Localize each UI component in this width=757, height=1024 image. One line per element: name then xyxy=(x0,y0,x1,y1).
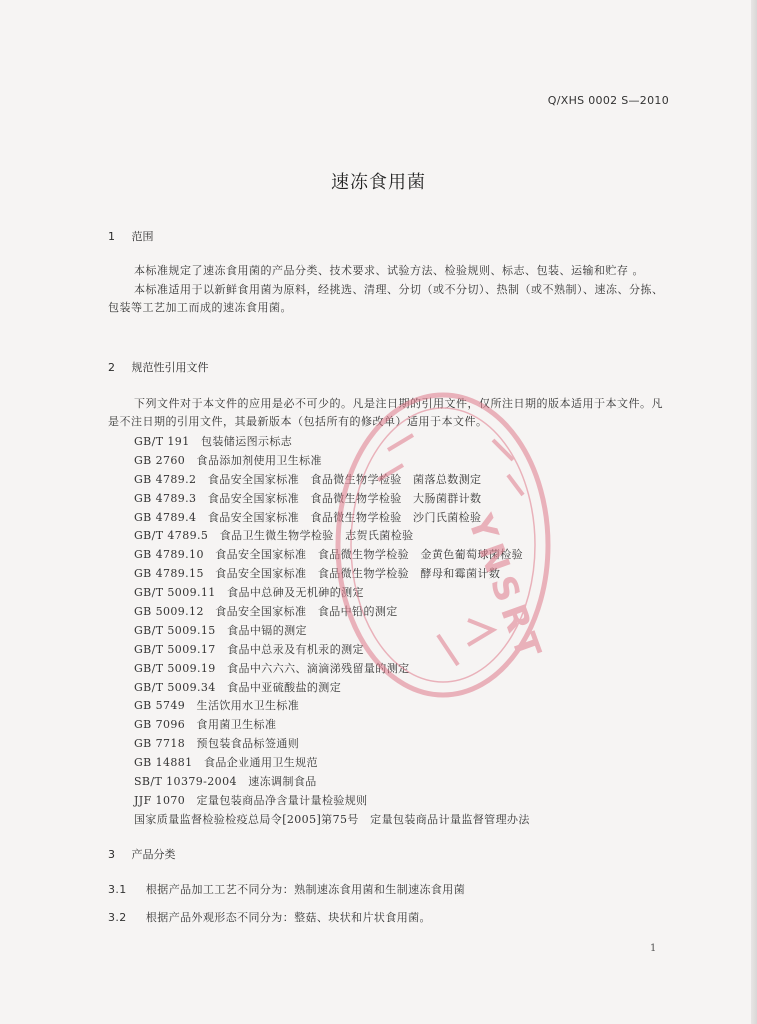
clause-3-2 xyxy=(108,909,431,925)
section-3-heading xyxy=(108,846,176,862)
reference-item: GB/T 5009.17 食品中总汞及有机汞的测定 xyxy=(134,642,364,656)
reference-item: GB 4789.4 食品安全国家标准 食品微生物学检验 沙门氏菌检验 xyxy=(134,510,482,524)
clause-text: 根据产品外观形态不同分为：整菇、块状和片状食用菌。 xyxy=(145,911,431,924)
reference-item: GB/T 191 包装储运图示标志 xyxy=(134,435,293,448)
section-2-heading xyxy=(108,359,209,375)
section-title: 规范性引用文件 xyxy=(131,361,209,374)
reference-item: JJF 1070 定量包装商品净含量计量检验规则 xyxy=(134,793,368,807)
document-title: 速冻食用菌 xyxy=(331,172,426,193)
section-title: 范围 xyxy=(131,230,154,243)
references-intro: 下列文件对于本文件的应用是必不可少的。凡是注日期的引用文件，仅所注日期的版本适用于本文件。凡是不注日期的引用文件，其最新版本（包括所有的修改单）适用于本文件。 xyxy=(108,397,663,428)
reference-item: GB 4789.2 食品安全国家标准 食品微生物学检验 菌落总数测定 xyxy=(134,472,482,486)
page-number: 1 xyxy=(650,943,657,954)
reference-list xyxy=(134,433,530,830)
reference-item: GB/T 5009.19 食品中六六六、滴滴涕残留量的测定 xyxy=(134,661,410,675)
reference-item: GB/T 5009.11 食品中总砷及无机砷的测定 xyxy=(134,586,364,600)
section-1-heading xyxy=(108,228,154,244)
reference-item: GB 5009.12 食品安全国家标准 食品中铅的测定 xyxy=(134,605,398,619)
reference-item: GB 4789.10 食品安全国家标准 食品微生物学检验 金黄色葡萄球菌检验 xyxy=(134,548,524,562)
reference-item: GB 4789.3 食品安全国家标准 食品微生物学检验 大肠菌群计数 xyxy=(134,491,482,505)
clause-number: 3.2 xyxy=(108,911,127,924)
section-title: 产品分类 xyxy=(131,848,176,861)
reference-item: SB/T 10379-2004 速冻调制食品 xyxy=(134,775,317,789)
reference-item: GB 4789.15 食品安全国家标准 食品微生物学检验 酵母和霉菌计数 xyxy=(134,567,501,581)
reference-item: GB/T 4789.5 食品卫生微生物学检验 志贺氏菌检验 xyxy=(134,529,414,543)
section-number: 1 xyxy=(108,230,115,243)
scope-paragraph-1: 本标准规定了速冻食用菌的产品分类、技术要求、试验方法、检验规则、标志、包装、运输和贮存 。 xyxy=(134,264,644,277)
reference-item: GB 2760 食品添加剂使用卫生标准 xyxy=(134,453,322,467)
section-number: 3 xyxy=(108,848,115,861)
scope-paragraph-2: 本标准适用于以新鲜食用菌为原料，经挑选、清理、分切（或不分切）、热制（或不熟制）、速冻、分拣、包装等工艺加工而成的速冻食用菌。 xyxy=(108,283,664,314)
clause-text: 根据产品加工工艺不同分为：熟制速冻食用菌和生制速冻食用菌 xyxy=(145,883,466,896)
reference-item: 国家质量监督检验检疫总局令[2005]第75号 定量包装商品计量监督管理办法 xyxy=(134,812,530,826)
standard-code: Q/XHS 0002 S—2010 xyxy=(547,94,669,107)
reference-item: GB/T 5009.34 食品中亚硫酸盐的测定 xyxy=(134,680,342,694)
svg-text:YNSRT: YNSRT xyxy=(459,509,551,670)
reference-item: GB 5749 生活饮用水卫生标准 xyxy=(134,699,300,713)
scan-edge-shadow xyxy=(751,0,757,1024)
reference-item: GB 7096 食用菌卫生标准 xyxy=(134,718,277,732)
reference-item: GB/T 5009.15 食品中镉的测定 xyxy=(134,623,307,637)
clause-3-1 xyxy=(108,881,465,897)
clause-number: 3.1 xyxy=(108,883,127,896)
section-number: 2 xyxy=(108,361,115,374)
reference-item: GB 7718 预包装食品标签通则 xyxy=(134,737,300,751)
reference-item: GB 14881 食品企业通用卫生规范 xyxy=(134,756,318,770)
